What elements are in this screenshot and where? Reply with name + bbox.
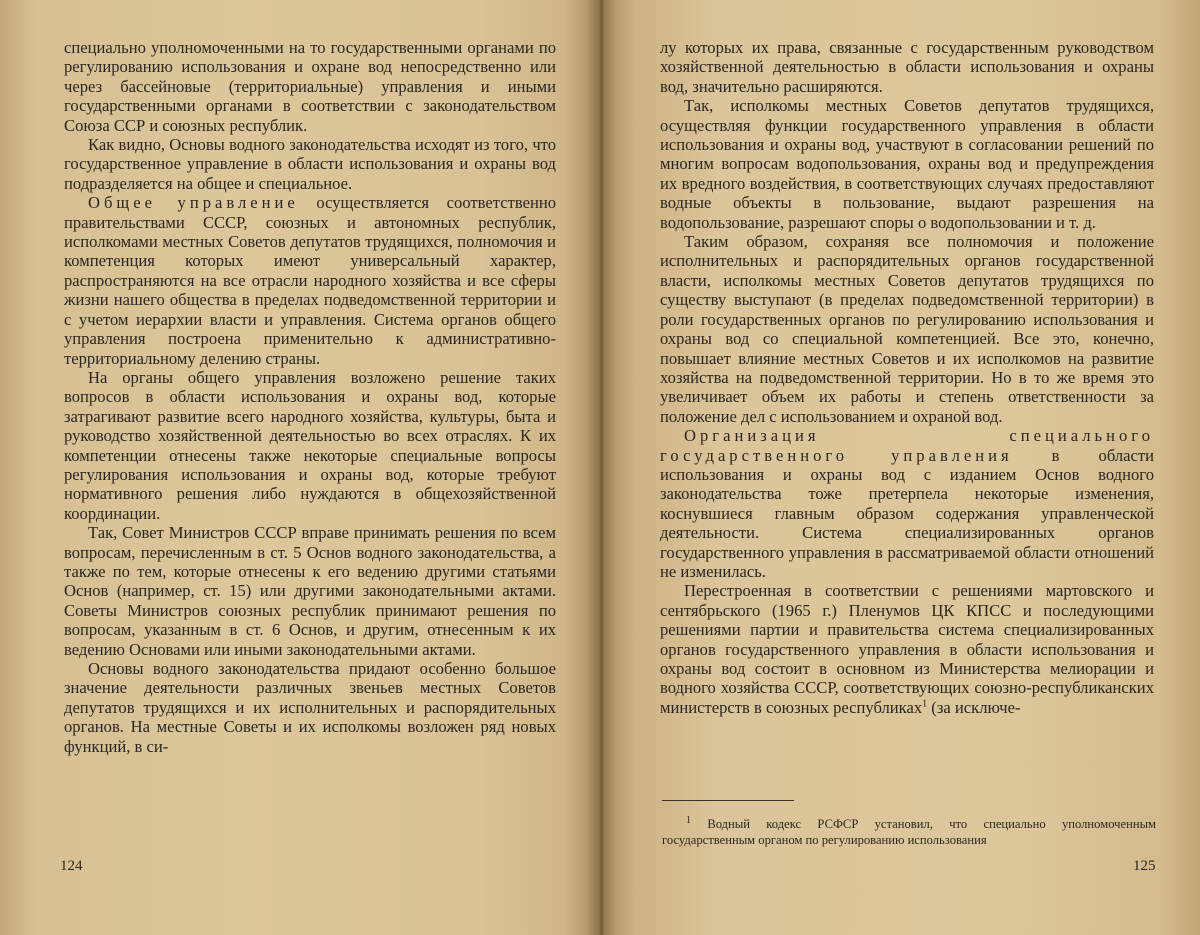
paragraph-text: в области использования и охраны вод с изданием Основ водного законодательства тоже претерпела некоторые изменения, коснувшиеся главным образом содержания управленческой деятельности. Система специализированных органов государственного управления в рассматриваемой области отношений не изменилась. (660, 445, 1154, 581)
paragraph: Основы водного законодательства придают особенно большое значение деятельности различных звеньев местных Советов депутатов трудящихся и их исполнительных и распорядительных органов. На местные Советы и их исполкомы возложен ряд новых функций, в си- (64, 659, 556, 756)
footnote (662, 816, 1156, 848)
paragraph: лу которых их права, связанные с государственным руководством хозяйственной деятельностью в области использования и охраны вод, значительно расширяются. (660, 38, 1154, 96)
paragraph-text: осуществляется соответственно правительствами СССР, союзных и автономных республик, исполкомами местных Советов депутатов трудящихся, полномочия и компетенция которых имеют универсальный характер, распространяются на все отрасли народного хозяйства и все сферы жизни нашего общества в пределах подведомственной территории и с учетом иерархии власти и управления. Система органов общего управления построена применительно к административно-территориальному делению страны. (64, 193, 556, 368)
paragraph: Как видно, Основы водного законодательства исходят из того, что государственное управление в области использования и охраны вод подразделяется на общее и специальное. (64, 135, 556, 193)
footnote-marker: 1 (686, 814, 691, 826)
right-page-text (660, 38, 1154, 717)
paragraph (64, 193, 556, 368)
paragraph: специально уполномоченными на то государственными органами по регулированию использования и охране вод непосредственно или через бассейновые (территориальные) управления и иными государственными органами в соответствии с законодательством Союза ССР и союзных республик. (64, 38, 556, 135)
paragraph (660, 581, 1154, 717)
paragraph-text: Перестроенная в соответствии с решениями мартовского и сентябрьского (1965 г.) Пленумов ЦК КПСС и последующими решениями партии и правительства система специализированных органов государственного управления в области использования и охраны вод состоит в основном из Министерства мелиорации и водного хозяйства СССР, соответствующих союзно-республиканских министерств в союзных республиках (660, 581, 1154, 717)
page-number: 124 (60, 858, 83, 874)
left-page-text (64, 38, 556, 756)
paragraph: Так, исполкомы местных Советов депутатов трудящихся, осуществляя функции государственного управления в области использования и охраны вод, участвуют в согласовании решений по многим вопросам водопользования, охраны вод и предупреждения их вредного воздействия, в соответствующих случаях предоставляют водные объекты в пользование, выдают разрешения на водопользование, разрешают споры о водопользовании и т. д. (660, 96, 1154, 232)
paragraph: Таким образом, сохраняя все полномочия и положение исполнительных и распорядительных органов государственной власти, исполкомы местных Советов депутатов трудящихся по существу выступают (в пределах подведомственной территории) в роли государственных органов по регулированию использования и охраны вод со специальной компетенцией. Все это, конечно, повышает влияние местных Советов и их исполкомов на развитие хозяйства на подведомственной территории. Но в то же время это увеличивает объем их работы и степень ответственности за положение дел с использованием и охраной вод. (660, 232, 1154, 426)
paragraph: Так, Совет Министров СССР вправе принимать решения по всем вопросам, перечисленным в ст. 5 Основ водного законодательства, а также по тем, которые отнесены к его ведению другими статьями Основ (например, ст. 15) или другими законодательными актами. Советы Министров союзных республик принимают решения по вопросам, указанным в ст. 6 Основ, и другим, отнесенным к их ведению Основами или иными законодательными актами. (64, 523, 556, 659)
paragraph: На органы общего управления возложено решение таких вопросов в области использования и охраны вод, которые затрагивают развитие всего народного хозяйства, культуры, быта и руководство хозяйственной деятельностью во всех отраслях. К их компетенции отнесены также некоторые специальные вопросы регулирования использования и охраны вод, которые требуют нормативного решения либо нуждаются в общехозяйственной координации. (64, 367, 556, 523)
spaced-term: Общее управление (88, 193, 299, 213)
spaced-term: Организация специального государственного управления (660, 426, 1154, 465)
footnote-rule (662, 800, 794, 801)
page-number: 125 (1133, 858, 1156, 874)
footnote-text: Водный кодекс РСФСР установил, что специально уполномоченным государственным органом по регулированию использования (662, 817, 1156, 847)
paragraph (660, 426, 1154, 581)
footnote-marker: 1 (922, 698, 928, 710)
paragraph-text: (за исключе- (927, 697, 1021, 717)
